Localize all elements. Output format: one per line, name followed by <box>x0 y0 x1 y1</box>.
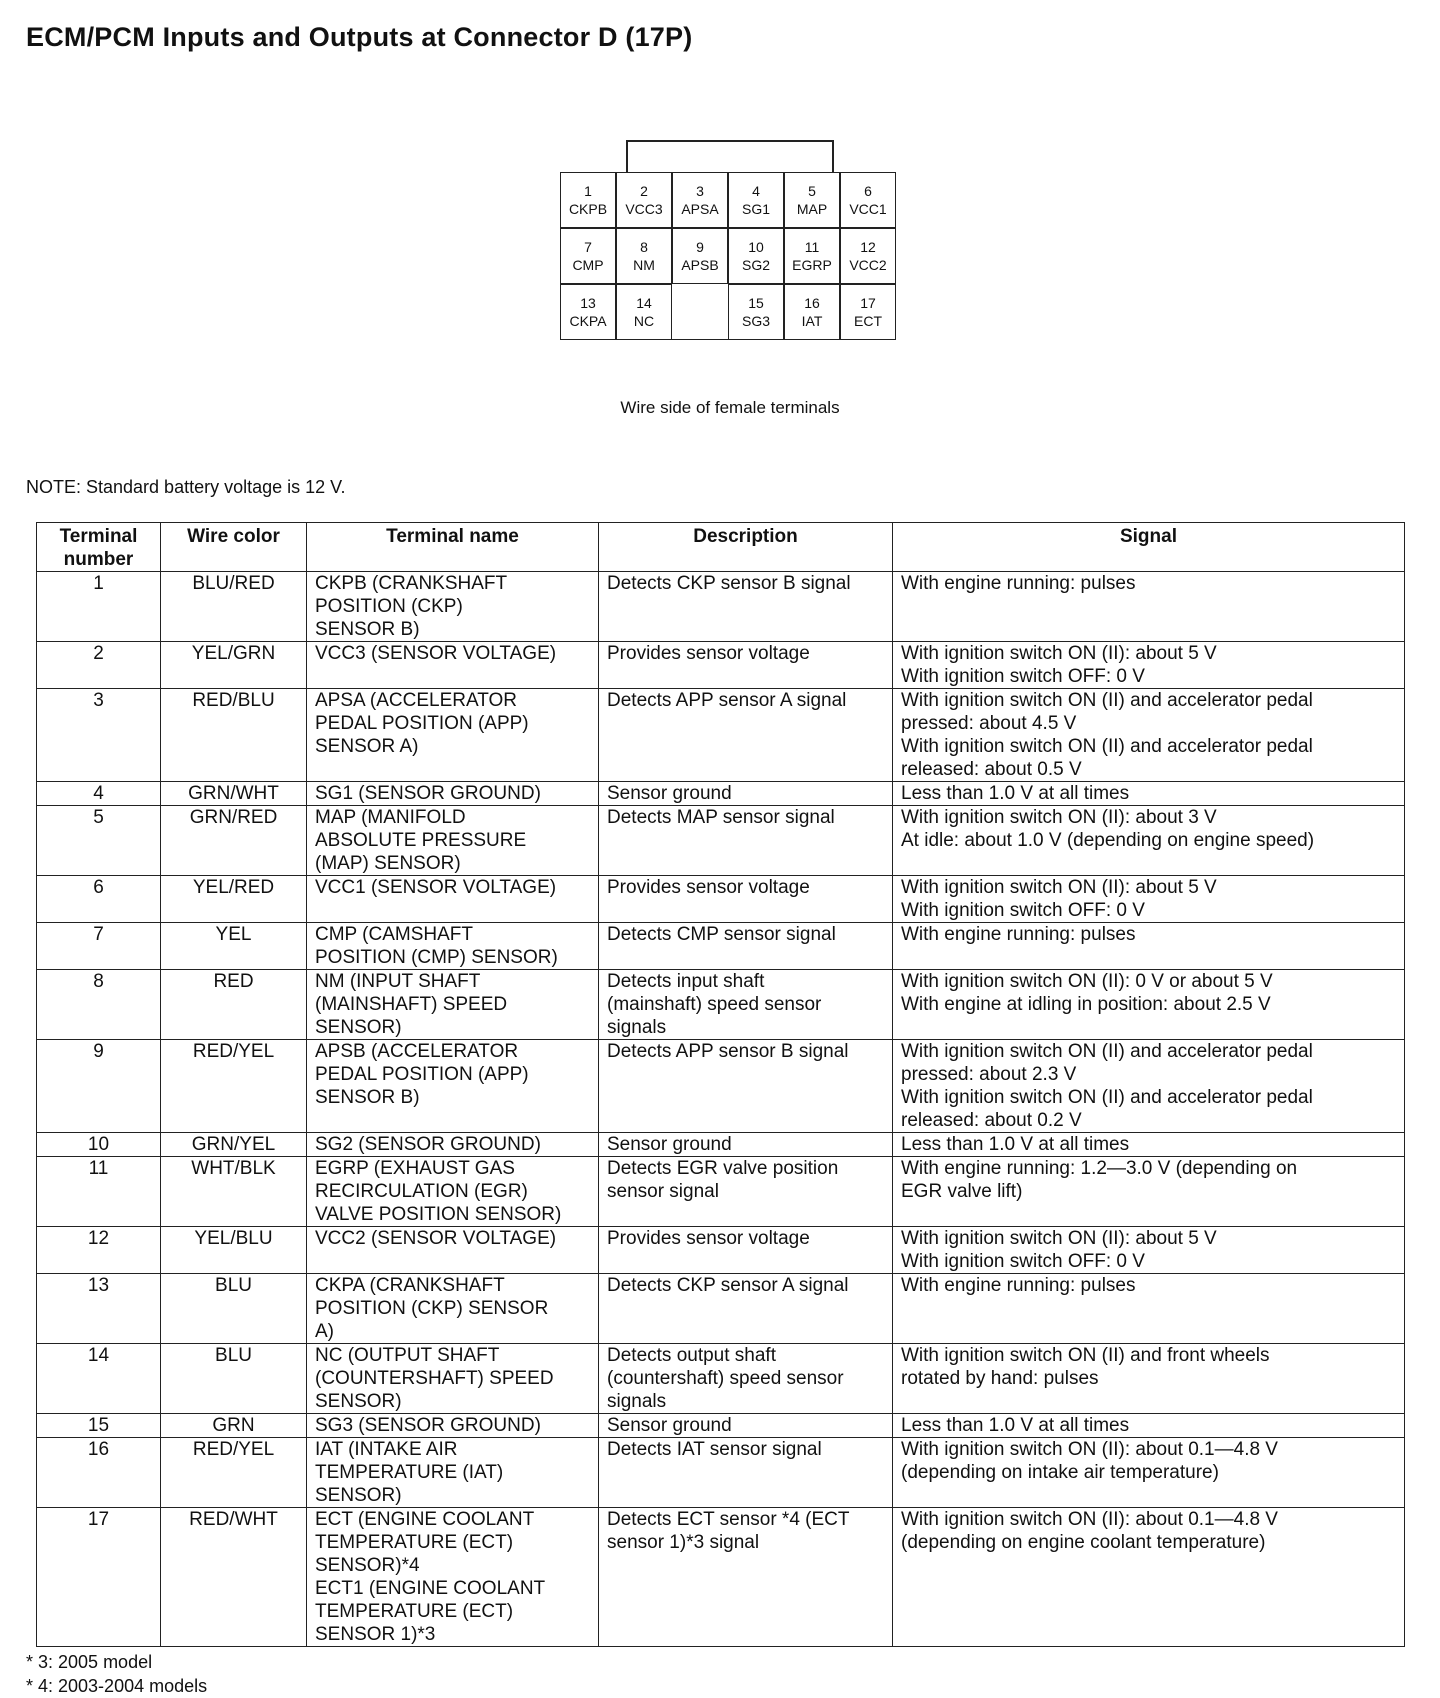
terminal-number: 17 <box>860 295 876 311</box>
connector-terminal-5 <box>784 172 840 228</box>
description-cell <box>599 923 893 970</box>
wire-color-cell: BLU <box>161 1274 307 1344</box>
connector-terminal-9 <box>672 228 728 284</box>
page-title: ECM/PCM Inputs and Outputs at Connector D (17P) <box>26 22 693 52</box>
table-row <box>37 572 1405 642</box>
connector-empty-slot <box>672 284 728 340</box>
name-line: (MAINSHAFT) SPEED <box>315 994 508 1015</box>
desc-line: Sensor ground <box>607 1134 732 1155</box>
table-row <box>37 1227 1405 1274</box>
terminal-number-cell: 4 <box>37 782 161 806</box>
footnote-4: * 4: 2003-2004 models <box>26 1676 208 1696</box>
signal-line: Less than 1.0 V at all times <box>901 783 1130 804</box>
name-line: IAT (INTAKE AIR <box>315 1439 458 1460</box>
wire-color-cell: GRN <box>161 1414 307 1438</box>
name-line: SG1 (SENSOR GROUND) <box>315 783 541 804</box>
signal-cell <box>893 1227 1405 1274</box>
description-cell <box>599 572 893 642</box>
description-cell <box>599 1274 893 1344</box>
connector-terminal-17 <box>840 284 896 340</box>
signal-cell <box>893 689 1405 782</box>
description-cell <box>599 1414 893 1438</box>
terminal-name-cell <box>307 1040 599 1133</box>
signal-line: With engine running: pulses <box>901 1275 1136 1296</box>
connector-terminal-15 <box>728 284 784 340</box>
signal-line: With ignition switch ON (II) and front wheels <box>901 1345 1270 1366</box>
name-line: SG2 (SENSOR GROUND) <box>315 1134 541 1155</box>
terminal-label: NC <box>633 313 655 329</box>
terminal-label: APSA <box>681 201 719 217</box>
connector-diagram <box>560 140 900 340</box>
signal-line: (depending on intake air temperature) <box>901 1462 1219 1483</box>
wire-color-cell: GRN/WHT <box>161 782 307 806</box>
name-line: NC (OUTPUT SHAFT <box>315 1345 500 1366</box>
signal-cell <box>893 876 1405 923</box>
name-line: A) <box>315 1321 334 1342</box>
connector-terminal-4 <box>728 172 784 228</box>
terminal-number: 14 <box>636 295 652 311</box>
signal-line: With ignition switch ON (II): about 5 V <box>901 877 1217 898</box>
terminal-number-cell: 14 <box>37 1344 161 1414</box>
signal-line: With ignition switch ON (II): about 5 V <box>901 1228 1217 1249</box>
terminal-name-cell <box>307 806 599 876</box>
terminal-number: 8 <box>640 239 648 255</box>
terminal-number-cell: 6 <box>37 876 161 923</box>
connector-terminal-6 <box>840 172 896 228</box>
connector-terminal-14 <box>616 284 672 340</box>
name-line: CKPB (CRANKSHAFT <box>315 573 508 594</box>
wire-color-cell: RED/WHT <box>161 1508 307 1647</box>
name-line: SENSOR) <box>315 1485 402 1506</box>
desc-line: Sensor ground <box>607 783 732 804</box>
header-wire-color: Wire color <box>161 523 307 572</box>
signal-line: With ignition switch OFF: 0 V <box>901 900 1145 921</box>
signal-cell <box>893 1508 1405 1647</box>
terminal-number-cell: 10 <box>37 1133 161 1157</box>
terminal-name-cell <box>307 642 599 689</box>
connector-terminal-11 <box>784 228 840 284</box>
terminal-number: 12 <box>860 239 876 255</box>
terminal-number-cell: 3 <box>37 689 161 782</box>
name-line: CKPA (CRANKSHAFT <box>315 1275 505 1296</box>
terminal-number: 1 <box>584 183 592 199</box>
terminal-number-cell: 13 <box>37 1274 161 1344</box>
name-line: VCC2 (SENSOR VOLTAGE) <box>315 1228 557 1249</box>
description-cell <box>599 1344 893 1414</box>
table-row <box>37 1133 1405 1157</box>
wire-color-cell: BLU/RED <box>161 572 307 642</box>
connector-terminal-7 <box>560 228 616 284</box>
terminal-name-cell <box>307 923 599 970</box>
signal-line: Less than 1.0 V at all times <box>901 1415 1130 1436</box>
name-line: POSITION (CMP) SENSOR) <box>315 947 558 968</box>
name-line: SENSOR 1)*3 <box>315 1624 436 1645</box>
table-row <box>37 970 1405 1040</box>
terminal-label: MAP <box>796 201 828 217</box>
terminal-number-cell: 9 <box>37 1040 161 1133</box>
name-line: TEMPERATURE (ECT) <box>315 1601 514 1622</box>
signal-cell <box>893 806 1405 876</box>
table-row <box>37 1344 1405 1414</box>
terminal-label: VCC3 <box>625 201 663 217</box>
table-row <box>37 1414 1405 1438</box>
terminal-label: VCC2 <box>849 257 887 273</box>
signal-cell <box>893 782 1405 806</box>
terminal-name-cell <box>307 1133 599 1157</box>
connector-caption: Wire side of female terminals <box>620 398 840 417</box>
wire-color-cell: RED <box>161 970 307 1040</box>
signal-line: With ignition switch ON (II): about 3 V <box>901 807 1217 828</box>
name-line: SENSOR B) <box>315 619 420 640</box>
terminal-table <box>36 522 1405 1647</box>
description-cell <box>599 689 893 782</box>
terminal-label: CMP <box>572 257 604 273</box>
terminal-label: SG3 <box>741 313 770 329</box>
signal-cell <box>893 572 1405 642</box>
name-line: VALVE POSITION SENSOR) <box>315 1204 562 1225</box>
signal-line: pressed: about 2.3 V <box>901 1064 1077 1085</box>
signal-line: With ignition switch ON (II) and accelerator pedal <box>901 1087 1313 1108</box>
terminal-name-cell <box>307 689 599 782</box>
connector-terminal-3 <box>672 172 728 228</box>
footnote-3: * 3: 2005 model <box>26 1652 153 1672</box>
name-line: ECT (ENGINE COOLANT <box>315 1509 535 1530</box>
terminal-number: 13 <box>580 295 596 311</box>
name-line: SENSOR) <box>315 1017 402 1038</box>
connector-terminal-8 <box>616 228 672 284</box>
name-line: TEMPERATURE (ECT) <box>315 1532 514 1553</box>
connector-terminal-1 <box>560 172 616 228</box>
signal-cell <box>893 970 1405 1040</box>
terminal-number-cell: 12 <box>37 1227 161 1274</box>
wire-color-cell: RED/BLU <box>161 689 307 782</box>
wire-color-cell: YEL <box>161 923 307 970</box>
desc-line: signals <box>607 1391 667 1412</box>
name-line: TEMPERATURE (IAT) <box>315 1462 504 1483</box>
table-row <box>37 689 1405 782</box>
table-row <box>37 1508 1405 1647</box>
signal-line: rotated by hand: pulses <box>901 1368 1099 1389</box>
name-line: VCC3 (SENSOR VOLTAGE) <box>315 643 557 664</box>
name-line: SG3 (SENSOR GROUND) <box>315 1415 541 1436</box>
terminal-number-cell: 17 <box>37 1508 161 1647</box>
terminal-label: VCC1 <box>849 201 887 217</box>
name-line: POSITION (CKP) SENSOR <box>315 1298 549 1319</box>
signal-cell <box>893 1274 1405 1344</box>
connector-terminal-12 <box>840 228 896 284</box>
name-line: SENSOR) <box>315 1391 402 1412</box>
desc-line: sensor signal <box>607 1181 719 1202</box>
terminal-number: 10 <box>748 239 764 255</box>
desc-line: Provides sensor voltage <box>607 1228 810 1249</box>
footnotes <box>26 1650 207 1698</box>
terminal-number-cell: 2 <box>37 642 161 689</box>
connector-terminal-13 <box>560 284 616 340</box>
signal-line: With engine at idling in position: about 2.5 V <box>901 994 1271 1015</box>
signal-cell <box>893 1040 1405 1133</box>
terminal-name-cell <box>307 782 599 806</box>
name-line: POSITION (CKP) <box>315 596 463 617</box>
signal-cell <box>893 1157 1405 1227</box>
terminal-name-cell <box>307 1274 599 1344</box>
header-signal: Signal <box>893 523 1405 572</box>
signal-line: Less than 1.0 V at all times <box>901 1134 1130 1155</box>
desc-line: Sensor ground <box>607 1415 732 1436</box>
terminal-number: 16 <box>804 295 820 311</box>
desc-line: Detects CMP sensor signal <box>607 924 836 945</box>
name-line: ECT1 (ENGINE COOLANT <box>315 1578 546 1599</box>
wire-color-cell: GRN/RED <box>161 806 307 876</box>
terminal-label: APSB <box>681 257 719 273</box>
name-line: APSB (ACCELERATOR <box>315 1041 519 1062</box>
terminal-number: 15 <box>748 295 764 311</box>
signal-cell <box>893 1438 1405 1508</box>
desc-line: Detects CKP sensor B signal <box>607 573 851 594</box>
table-row <box>37 876 1405 923</box>
signal-line: With ignition switch ON (II) and accelerator pedal <box>901 690 1313 711</box>
table-row <box>37 782 1405 806</box>
wire-color-cell: RED/YEL <box>161 1040 307 1133</box>
terminal-number: 5 <box>808 183 816 199</box>
terminal-label: IAT <box>801 313 823 329</box>
terminal-name-cell <box>307 1438 599 1508</box>
name-line: EGRP (EXHAUST GAS <box>315 1158 515 1179</box>
connector-terminal-10 <box>728 228 784 284</box>
name-line: SENSOR A) <box>315 736 419 757</box>
connector-terminal-2 <box>616 172 672 228</box>
terminal-name-cell <box>307 1344 599 1414</box>
terminal-name-cell <box>307 876 599 923</box>
desc-line: signals <box>607 1017 667 1038</box>
terminal-number-cell: 15 <box>37 1414 161 1438</box>
name-line: SENSOR B) <box>315 1087 420 1108</box>
terminal-number: 2 <box>640 183 648 199</box>
terminal-label: CKPA <box>569 313 607 329</box>
terminal-label: SG2 <box>741 257 770 273</box>
desc-line: Detects APP sensor A signal <box>607 690 847 711</box>
table-row <box>37 1274 1405 1344</box>
table-header-row <box>37 523 1405 572</box>
table-row <box>37 806 1405 876</box>
description-cell <box>599 806 893 876</box>
name-line: CMP (CAMSHAFT <box>315 924 473 945</box>
terminal-label: SG1 <box>741 201 770 217</box>
signal-line: With ignition switch ON (II) and accelerator pedal <box>901 736 1313 757</box>
terminal-number: 9 <box>696 239 704 255</box>
description-cell <box>599 1157 893 1227</box>
name-line: (MAP) SENSOR) <box>315 853 461 874</box>
name-line: APSA (ACCELERATOR <box>315 690 518 711</box>
desc-line: Detects input shaft <box>607 971 765 992</box>
terminal-number-cell: 1 <box>37 572 161 642</box>
signal-cell <box>893 642 1405 689</box>
desc-line: Detects output shaft <box>607 1345 776 1366</box>
terminal-number-cell: 8 <box>37 970 161 1040</box>
signal-line: With ignition switch ON (II): 0 V or about 5 V <box>901 971 1273 992</box>
table-row <box>37 923 1405 970</box>
terminal-name-cell <box>307 572 599 642</box>
wire-color-cell: RED/YEL <box>161 1438 307 1508</box>
signal-line: With ignition switch OFF: 0 V <box>901 666 1145 687</box>
table-row <box>37 642 1405 689</box>
name-line: NM (INPUT SHAFT <box>315 971 481 992</box>
header-terminal-number: Terminal number <box>37 523 161 572</box>
name-line: PEDAL POSITION (APP) <box>315 713 529 734</box>
description-cell <box>599 1438 893 1508</box>
desc-line: (countershaft) speed sensor <box>607 1368 844 1389</box>
signal-cell <box>893 1344 1405 1414</box>
table-row <box>37 1040 1405 1133</box>
signal-line: With ignition switch ON (II): about 0.1—4.8 V <box>901 1439 1278 1460</box>
desc-line: Provides sensor voltage <box>607 877 810 898</box>
signal-line: With ignition switch ON (II): about 5 V <box>901 643 1217 664</box>
signal-line: (depending on engine coolant temperature) <box>901 1532 1266 1553</box>
description-cell <box>599 876 893 923</box>
desc-line: (mainshaft) speed sensor <box>607 994 822 1015</box>
terminal-number: 3 <box>696 183 704 199</box>
terminal-label: EGRP <box>792 257 832 273</box>
terminal-label: ECT <box>854 313 882 329</box>
signal-line: released: about 0.2 V <box>901 1110 1082 1131</box>
terminal-name-cell <box>307 1508 599 1647</box>
description-cell <box>599 1508 893 1647</box>
signal-line: With ignition switch ON (II) and accelerator pedal <box>901 1041 1313 1062</box>
wire-color-cell: YEL/BLU <box>161 1227 307 1274</box>
signal-cell <box>893 923 1405 970</box>
wire-color-cell: YEL/RED <box>161 876 307 923</box>
signal-line: With ignition switch OFF: 0 V <box>901 1251 1145 1272</box>
table-row <box>37 1157 1405 1227</box>
wire-color-cell: YEL/GRN <box>161 642 307 689</box>
terminal-number: 6 <box>864 183 872 199</box>
signal-line: With engine running: pulses <box>901 573 1136 594</box>
name-line: MAP (MANIFOLD <box>315 807 466 828</box>
name-line: VCC1 (SENSOR VOLTAGE) <box>315 877 557 898</box>
terminal-number: 4 <box>752 183 760 199</box>
signal-line: pressed: about 4.5 V <box>901 713 1077 734</box>
desc-line: sensor 1)*3 signal <box>607 1532 760 1553</box>
terminal-name-cell <box>307 1157 599 1227</box>
desc-line: Provides sensor voltage <box>607 643 810 664</box>
desc-line: Detects EGR valve position <box>607 1158 839 1179</box>
wire-color-cell: GRN/YEL <box>161 1133 307 1157</box>
terminal-name-cell <box>307 970 599 1040</box>
name-line: (COUNTERSHAFT) SPEED <box>315 1368 554 1389</box>
terminal-label: CKPB <box>568 201 608 217</box>
wire-color-cell: WHT/BLK <box>161 1157 307 1227</box>
signal-line: released: about 0.5 V <box>901 759 1082 780</box>
terminal-number-cell: 11 <box>37 1157 161 1227</box>
connector-terminal-16 <box>784 284 840 340</box>
signal-line: EGR valve lift) <box>901 1181 1023 1202</box>
name-line: ABSOLUTE PRESSURE <box>315 830 527 851</box>
desc-line: Detects IAT sensor signal <box>607 1439 822 1460</box>
signal-line: With engine running: 1.2—3.0 V (depending on <box>901 1158 1298 1179</box>
connector-latch <box>626 140 834 172</box>
table-row <box>37 1438 1405 1508</box>
description-cell <box>599 782 893 806</box>
terminal-label: NM <box>633 257 655 273</box>
description-cell <box>599 970 893 1040</box>
signal-line: At idle: about 1.0 V (depending on engine speed) <box>901 830 1315 851</box>
desc-line: Detects CKP sensor A signal <box>607 1275 849 1296</box>
terminal-number: 7 <box>584 239 592 255</box>
terminal-name-cell <box>307 1414 599 1438</box>
header-description: Description <box>599 523 893 572</box>
description-cell <box>599 1227 893 1274</box>
description-cell <box>599 1040 893 1133</box>
desc-line: Detects MAP sensor signal <box>607 807 835 828</box>
terminal-number-cell: 5 <box>37 806 161 876</box>
header-terminal-name: Terminal name <box>307 523 599 572</box>
description-cell <box>599 642 893 689</box>
wire-color-cell: BLU <box>161 1344 307 1414</box>
signal-cell <box>893 1414 1405 1438</box>
signal-line: With ignition switch ON (II): about 0.1—4.8 V <box>901 1509 1278 1530</box>
signal-cell <box>893 1133 1405 1157</box>
terminal-name-cell <box>307 1227 599 1274</box>
battery-note: NOTE: Standard battery voltage is 12 V. <box>26 477 346 497</box>
signal-line: With engine running: pulses <box>901 924 1136 945</box>
desc-line: Detects APP sensor B signal <box>607 1041 849 1062</box>
description-cell <box>599 1133 893 1157</box>
terminal-number: 11 <box>804 239 820 255</box>
name-line: SENSOR)*4 <box>315 1555 420 1576</box>
name-line: RECIRCULATION (EGR) <box>315 1181 528 1202</box>
terminal-number-cell: 16 <box>37 1438 161 1508</box>
desc-line: Detects ECT sensor *4 (ECT <box>607 1509 850 1530</box>
name-line: PEDAL POSITION (APP) <box>315 1064 529 1085</box>
terminal-number-cell: 7 <box>37 923 161 970</box>
